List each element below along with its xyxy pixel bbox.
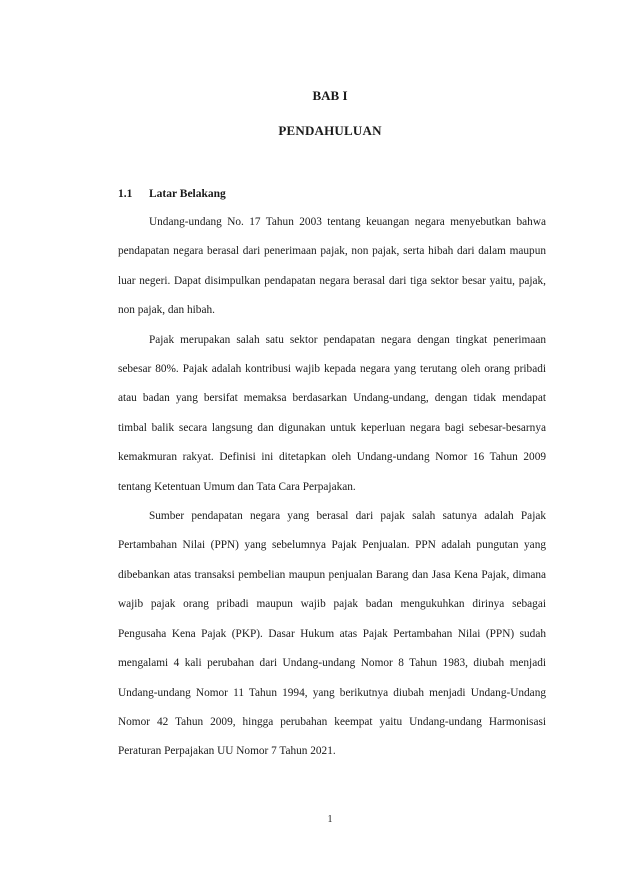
- chapter-label: BAB I: [312, 88, 348, 103]
- section-number: 1.1: [118, 188, 133, 200]
- body-text: [118, 208, 546, 767]
- section-heading: [118, 186, 226, 202]
- page-number: 1: [327, 814, 333, 825]
- chapter-title: PENDAHULUAN: [278, 123, 382, 138]
- paragraph: Undang-undang No. 17 Tahun 2003 tentang keuangan negara menyebutkan bahwa pendapatan negara berasal dari penerimaan pajak, non pajak, serta hibah dari dalam maupun luar negeri. Dapat disimpulkan pendapatan negara berasal dari tiga sektor besar yaitu, pajak, non pajak, dan hibah.: [118, 216, 546, 317]
- paragraph: Pajak merupakan salah satu sektor pendapatan negara dengan tingkat penerimaan sebesar 80%. Pajak adalah kontribusi wajib kepada negara yang terutang oleh orang pribadi atau badan yang bersifat memaksa berdasarkan Undang-undang, dengan tidak mendapat timbal balik secara langsung dan digunakan untuk keperluan negara bagi sebesar-besarnya kemakmuran rakyat. Definisi ini ditetapkan oleh Undang-undang Nomor 16 Tahun 2009 tentang Ketentuan Umum dan Tata Cara Perpajakan.: [118, 333, 546, 493]
- paragraph: Sumber pendapatan negara yang berasal dari pajak salah satunya adalah Pajak Pertambahan Nilai (PPN) yang sebelumnya Pajak Penjualan. PPN adalah pungutan yang dibebankan atas transaksi pembelian maupun penjualan Barang dan Jasa Kena Pajak, dimana wajib pajak orang pribadi maupun wajib pajak badan mengukuhkan dirinya sebagai Pengusaha Kena Pajak (PKP). Dasar Hukum atas Pajak Pertambahan Nilai (PPN) sudah mengalami 4 kali perubahan dari Undang-undang Nomor 8 Tahun 1983, diubah menjadi Undang-undang Nomor 11 Tahun 1994, yang berikutnya diubah menjadi Undang-Undang Nomor 42 Tahun 2009, hingga perubahan keempat yaitu Undang-undang Harmonisasi Peraturan Perpajakan UU Nomor 7 Tahun 2021.: [118, 510, 546, 758]
- section-title: Latar Belakang: [149, 188, 226, 200]
